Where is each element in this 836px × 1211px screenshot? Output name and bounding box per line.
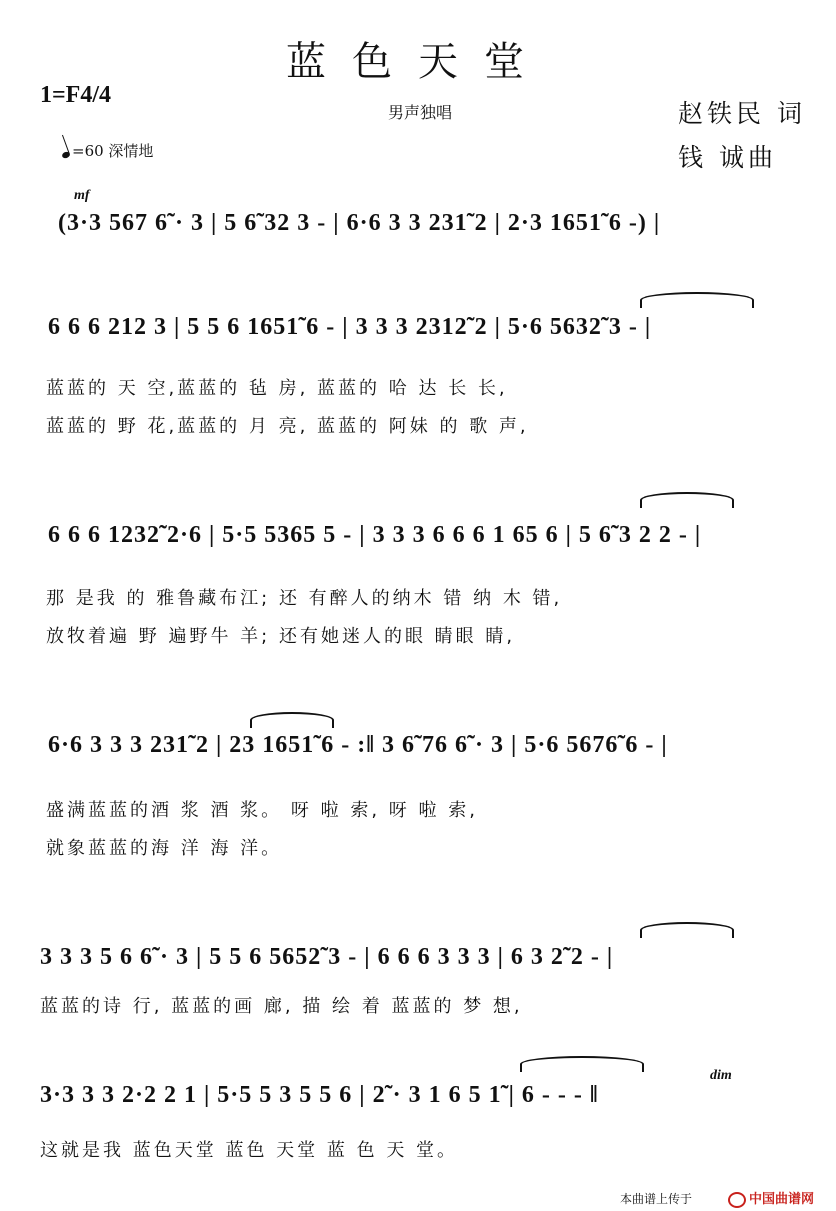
tempo-marking [62,140,153,161]
phrase-slur [640,292,754,308]
notation-line: 3 3 3 5 6 6̃ · 3 | 5 5 6 5652̃ 3 - | 6 6 6 3 3 3 | 6 3 2̃ 2 - | [40,944,614,970]
dynamic-mark: dim [710,1068,732,1083]
lyric-line: 这就是我 蓝色天堂 蓝色 天堂 蓝 色 天 堂。 [40,1140,459,1161]
site-name: 中国曲谱网 [749,1192,815,1207]
notation-line: 6 6 6 1232̃ 2·6 | 5·5 5365 5 - | 3 3 3 6 6 6 1 65 6 | 5 6̃ 3 2 2 - | [48,522,702,548]
notation-line: (3·3 567 6̃ · 3 | 5 6̃ 32 3 - | 6·6 3 3 231̃ 2 | 2·3 1651̃ 6 -) | [58,210,661,236]
lyric-line: 蓝蓝的诗 行, 蓝蓝的画 廊, 描 绘 着 蓝蓝的 梦 想, [40,996,523,1017]
lyric-line: 盛满蓝蓝的酒 浆 酒 浆。 呀 啦 索, 呀 啦 索, [46,800,478,821]
phrase-slur [640,492,734,508]
phrase-slur [250,712,334,728]
lyric-line: 就象蓝蓝的海 洋 海 洋。 [46,838,283,859]
composer-credit: 钱 诚曲 [678,143,777,172]
notation-line: 6 6 6 212 3 | 5 5 6 1651̃ 6 - | 3 3 3 2312̃ 2 | 5·6 5632̃ 3 - | [48,314,652,340]
upload-note: 本曲谱上传于 [620,1192,693,1206]
lyric-line: 那 是我 的 雅鲁藏布江; 还 有醉人的纳木 错 纳 木 错, [46,588,563,609]
notation-line: 3·3 3 3 2·2 2 1 | 5·5 5 3 5 5 6 | 2̃ · 3 1 6 5 1̃ | 6 - - - ‖ [40,1082,599,1108]
key-time-signature: 1=F4/4 [40,82,112,108]
phrase-slur [640,922,734,938]
lyricist-credit: 赵铁民 词 [678,99,806,128]
notation-line: 6·6 3 3 3 231̃ 2 | 23 1651̃ 6 - :‖ 3 6̃ 76 6̃ · 3 | 5·6 5676̃ 6 - | [48,732,668,758]
site-logo-icon [728,1192,746,1208]
lyric-line: 蓝蓝的 野 花,蓝蓝的 月 亮, 蓝蓝的 阿妹 的 歌 声, [46,416,529,437]
performance-style: 男声独唱 [388,103,453,122]
phrase-slur [520,1056,644,1072]
lyric-line: 放牧着遍 野 遍野牛 羊; 还有她迷人的眼 睛眼 睛, [46,626,516,647]
site-logo [728,1188,814,1208]
tempo-text: =60 深情地 [72,142,154,160]
quarter-note-icon [61,151,71,159]
dynamic-mark: mf [74,188,90,203]
lyric-line: 蓝蓝的 天 空,蓝蓝的 毡 房, 蓝蓝的 哈 达 长 长, [46,378,508,399]
song-title: 蓝色天堂 [286,39,550,85]
